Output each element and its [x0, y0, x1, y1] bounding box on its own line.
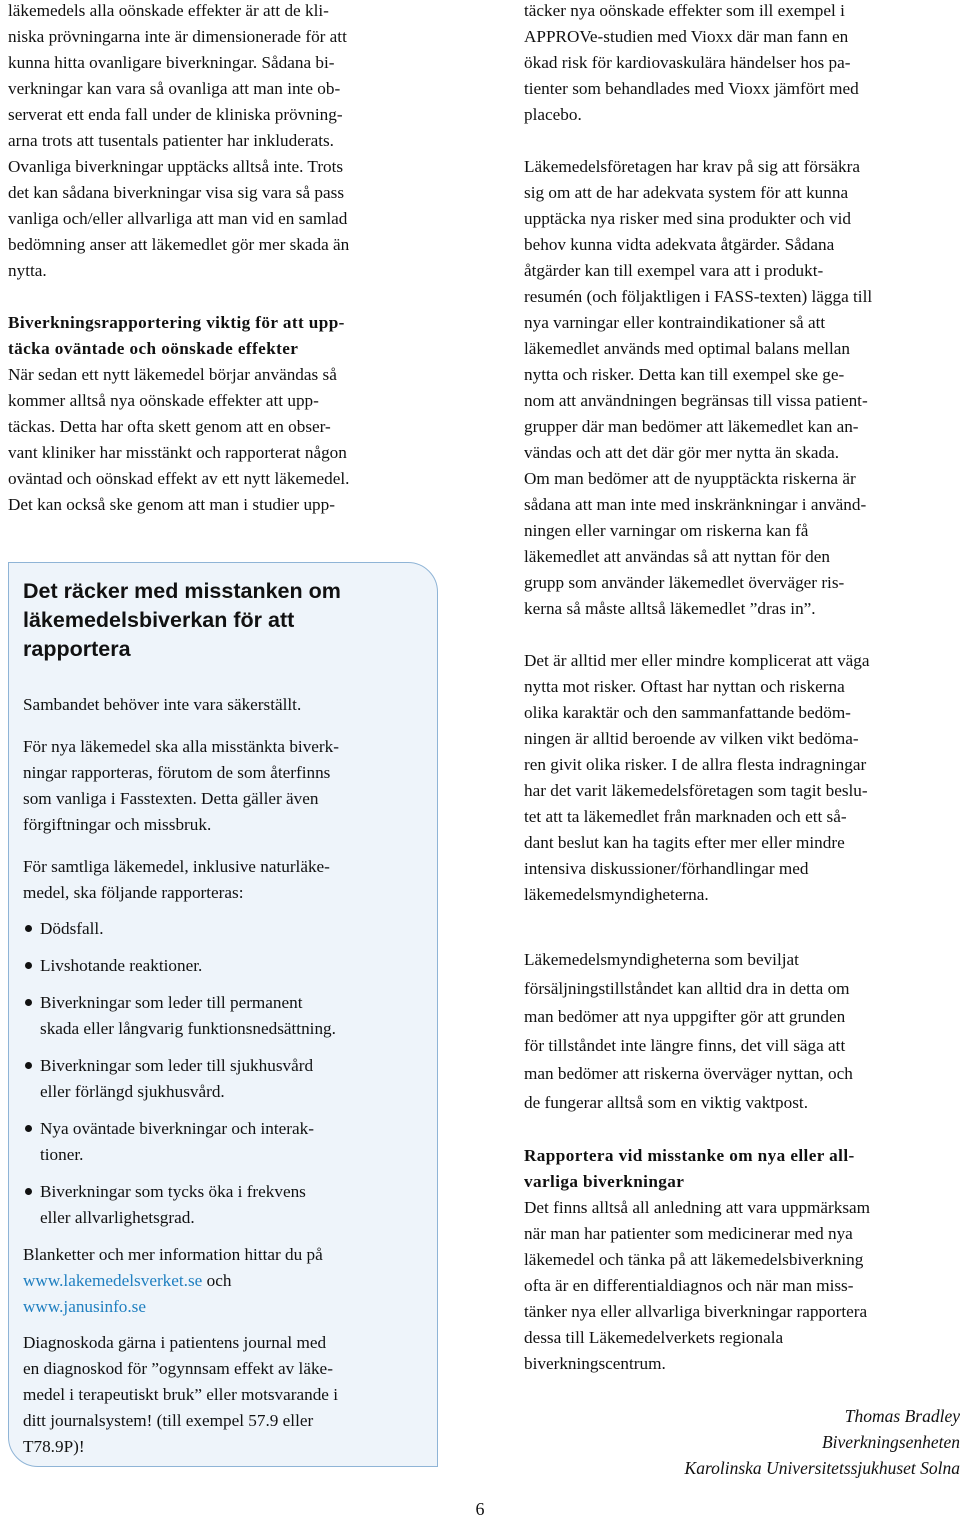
right-paragraph-1 — [524, 0, 960, 128]
bullet-icon — [25, 1188, 32, 1195]
text-line: APPROVe-studien med Vioxx där man fann en — [524, 27, 849, 46]
text-line: kommer alltså nya oönskade effekter att upp- — [8, 391, 319, 410]
bullet-item — [23, 953, 428, 979]
text-line: Ovanliga biverkningar upptäcks alltså inte. Trots — [8, 157, 344, 176]
box-paragraph-4 — [23, 1242, 428, 1320]
bullet-text: tioner. — [40, 1145, 84, 1164]
heading-line: täcka oväntade och oönskade effekter — [8, 339, 299, 358]
fact-box — [8, 562, 438, 1467]
text-line: bedömning anser att läkemedlet gör mer skada än — [8, 235, 350, 254]
text-line: Blanketter och mer information hittar du på — [23, 1245, 323, 1264]
text-line: som vanliga i Fasstexten. Detta gäller även — [23, 789, 319, 808]
box-paragraph-5 — [23, 1330, 428, 1460]
heading-line: Rapportera vid misstanke om nya eller all- — [524, 1146, 855, 1165]
text-line: Det kan också ske genom att man i studier upp- — [8, 495, 335, 514]
text-line: läkemedels alla oönskade effekter är att de kli- — [8, 1, 329, 20]
text-line: nytta och risker. Detta kan till exempel ske ge- — [524, 365, 845, 384]
text-line: ditt journalsystem! (till exempel 57.9 eller — [23, 1411, 314, 1430]
text-line: medel i terapeutiskt bruk” eller motsvarande i — [23, 1385, 338, 1404]
right-paragraph-2 — [524, 154, 960, 622]
fact-box-title — [23, 577, 428, 664]
text-line: T78.9P)! — [23, 1437, 85, 1456]
text-line: dessa till Läkemedelverkets regionala — [524, 1328, 784, 1347]
text-line: olika karaktär och den sammanfattande bedöm- — [524, 703, 851, 722]
bullet-text: eller allvarlighetsgrad. — [40, 1208, 195, 1227]
right-paragraph-3 — [524, 648, 960, 908]
text-line: nytta mot risker. Oftast har nyttan och riskerna — [524, 677, 845, 696]
author-signature — [524, 1403, 960, 1481]
author-affiliation: Karolinska Universitetssjukhuset Solna — [684, 1458, 960, 1478]
text-line: åtgärder kan till exempel vara att i produkt- — [524, 261, 824, 280]
text-line: för tillståndet inte längre finns, det vill säga att — [524, 1035, 846, 1055]
heading-line: Biverkningsrapportering viktig för att upp- — [8, 313, 345, 332]
text-line: Läkemedelsmyndigheterna som beviljat — [524, 950, 799, 969]
text-line: Det är alltid mer eller mindre komplicerat att väga — [524, 651, 870, 670]
right-section-heading — [524, 1143, 960, 1195]
text-line: serverat ett enda fall under de kliniska prövning- — [8, 105, 343, 124]
right-column — [524, 0, 960, 1481]
text-line: de fungerar alltså som en viktig vaktpost. — [524, 1092, 809, 1112]
text-line: när man har patienter som medicinerar med nya — [524, 1224, 853, 1243]
bullet-text: Dödsfall. — [40, 919, 104, 938]
bullet-text: skada eller långvarig funktionsnedsättning. — [40, 1019, 336, 1038]
box-paragraph-3 — [23, 854, 428, 906]
text-line: niska prövningarna inte är dimensionerade för att — [8, 27, 347, 46]
author-unit: Biverkningsenheten — [821, 1432, 960, 1452]
link-lakemedelsverket[interactable]: www.lakemedelsverket.se — [23, 1271, 203, 1290]
text-line: läkemedlet används med optimal balans mellan — [524, 339, 850, 358]
text-line: det kan sådana biverkningar visa sig vara så pass — [8, 183, 345, 202]
text-line: nytta. — [8, 261, 47, 280]
fact-box-content — [23, 577, 428, 1460]
text-line: Om man bedömer att de nyupptäckta riskerna är — [524, 469, 856, 488]
text-line: oväntad och oönskad effekt av ett nytt läkemedel. — [8, 469, 350, 488]
text-line: biverkningscentrum. — [524, 1354, 666, 1373]
text-line: nom att användningen begränsas till vissa patient- — [524, 391, 868, 410]
bullet-item — [23, 1116, 428, 1168]
text-line: tänker nya eller allvarliga biverkningar rapportera — [524, 1302, 868, 1321]
left-paragraph-1 — [8, 0, 438, 284]
text-line: sådana att man inte med inskränkningar i använd- — [524, 495, 867, 514]
text-line: Det finns alltså all anledning att vara uppmärksam — [524, 1198, 871, 1217]
text-line: dant beslut kan ha tagits efter mer eller mindre — [524, 833, 845, 852]
text-line: läkemedlet att användas så att nyttan för den — [524, 547, 830, 566]
bullet-text: Biverkningar som leder till sjukhusvård — [40, 1056, 314, 1075]
heading-line: varliga biverkningar — [524, 1172, 685, 1191]
text-line: ofta är en differentialdiagnos och när man miss- — [524, 1276, 854, 1295]
text-line — [23, 1294, 428, 1320]
text-line: resumén (och följaktligen i FASS-texten) lägga till — [524, 287, 873, 306]
text-line: ningen är alltid beroende av vilken vikt bedöma- — [524, 729, 859, 748]
text-line: vant kliniker har misstänkt och rapporterat någon — [8, 443, 347, 462]
title-line: läkemedelsbiverkan för att — [23, 608, 295, 632]
text-line: ningen eller varningar om riskerna kan få — [524, 521, 809, 540]
right-paragraph-5 — [524, 1195, 960, 1377]
link-janusinfo[interactable]: www.janusinfo.se — [23, 1297, 146, 1316]
text-line: täcker nya oönskade effekter som ill exempel i — [524, 1, 845, 20]
author-name: Thomas Bradley — [844, 1406, 960, 1426]
title-line: Det räcker med misstanken om — [23, 579, 341, 603]
text-line: försäljningstillståndet kan alltid dra in detta om — [524, 978, 850, 998]
page-number: 6 — [475, 1499, 485, 1519]
text-line: man bedömer att riskerna överväger nyttan, och — [524, 1064, 853, 1083]
bullet-item — [23, 990, 428, 1042]
text-line: placebo. — [524, 105, 582, 124]
bullet-icon — [25, 925, 32, 932]
text-line: sig om att de har adekvata system för att kunna — [524, 183, 849, 202]
box-paragraph-2 — [23, 734, 428, 838]
bullet-list — [23, 916, 428, 1231]
bullet-item — [23, 916, 428, 942]
text-line: För samtliga läkemedel, inklusive naturläke- — [23, 857, 330, 876]
text-line: en diagnoskod för ”ogynnsam effekt av läke- — [23, 1359, 333, 1378]
text-line: har det varit läkemedelsföretagen som tagit beslu- — [524, 781, 868, 800]
text-line: kerna så måste alltså läkemedlet ”dras in”. — [524, 599, 816, 618]
text-line — [23, 1268, 428, 1294]
text-line: Läkemedelsföretagen har krav på sig att försäkra — [524, 157, 860, 176]
bullet-text: Nya oväntade biverkningar och interak- — [40, 1119, 314, 1138]
bullet-text: Livshotande reaktioner. — [40, 956, 203, 975]
text-line: vändas och att det där gör mer nytta än skada. — [524, 443, 839, 462]
bullet-text: eller förlängd sjukhusvård. — [40, 1082, 225, 1101]
text-line: upptäcka nya risker med sina produkter och vid — [524, 209, 851, 228]
right-paragraph-4 — [524, 946, 960, 1117]
text-line: intensiva diskussioner/förhandlingar med — [524, 859, 809, 878]
title-line: rapportera — [23, 637, 131, 661]
text-line: verkningar kan vara så ovanliga att man inte ob- — [8, 79, 341, 98]
text-line: täckas. Detta har ofta skett genom att en obser- — [8, 417, 331, 436]
left-section-heading — [8, 310, 438, 362]
text-line: läkemedelsmyndigheterna. — [524, 885, 709, 904]
text-line: ren givit olika risker. I de allra flesta indragningar — [524, 755, 867, 774]
bullet-icon — [25, 1125, 32, 1132]
text-line: ningar rapporteras, förutom de som återfinns — [23, 763, 331, 782]
bullet-icon — [25, 1062, 32, 1069]
text-line: man bedömer att nya uppgifter gör att grunden — [524, 1007, 846, 1026]
bullet-text: Biverkningar som leder till permanent — [40, 993, 303, 1012]
bullet-text: Biverkningar som tycks öka i frekvens — [40, 1182, 306, 1201]
left-paragraph-2 — [8, 362, 438, 518]
text-line: tet att ta läkemedlet från marknaden och ett så- — [524, 807, 847, 826]
text-line: För nya läkemedel ska alla misstänkta biverk- — [23, 737, 339, 756]
text-line: tienter som behandlades med Vioxx jämfört med — [524, 79, 859, 98]
text-line: grupp som använder läkemedlet överväger ris- — [524, 573, 845, 592]
left-column — [8, 0, 438, 518]
box-paragraph-1 — [23, 692, 428, 718]
text-line: ökad risk för kardiovaskulära händelser hos pa- — [524, 53, 851, 72]
text-line: kunna hitta ovanligare biverkningar. Sådana bi- — [8, 53, 335, 72]
text-line: arna trots att tusentals patienter har inkluderats. — [8, 131, 334, 150]
text-line: behov kunna vidta adekvata åtgärder. Sådana — [524, 235, 835, 254]
text-line: nya varningar eller kontraindikationer så att — [524, 313, 826, 332]
text-line: medel, ska följande rapporteras: — [23, 883, 244, 902]
text-line: Sambandet behöver inte vara säkerställt. — [23, 695, 302, 714]
text-line: förgiftningar och missbruk. — [23, 815, 212, 834]
bullet-item — [23, 1053, 428, 1105]
text-line: Diagnoskoda gärna i patientens journal med — [23, 1333, 327, 1352]
text-line: vanliga och/eller allvarliga att man vid en samlad — [8, 209, 348, 228]
link-separator: och — [202, 1271, 232, 1290]
bullet-item — [23, 1179, 428, 1231]
bullet-icon — [25, 999, 32, 1006]
text-line: När sedan ett nytt läkemedel börjar användas så — [8, 365, 337, 384]
text-line: grupper där man bedömer att läkemedlet kan an- — [524, 417, 859, 436]
text-line: läkemedel och tänka på att läkemedelsbiverkning — [524, 1250, 864, 1269]
bullet-icon — [25, 962, 32, 969]
